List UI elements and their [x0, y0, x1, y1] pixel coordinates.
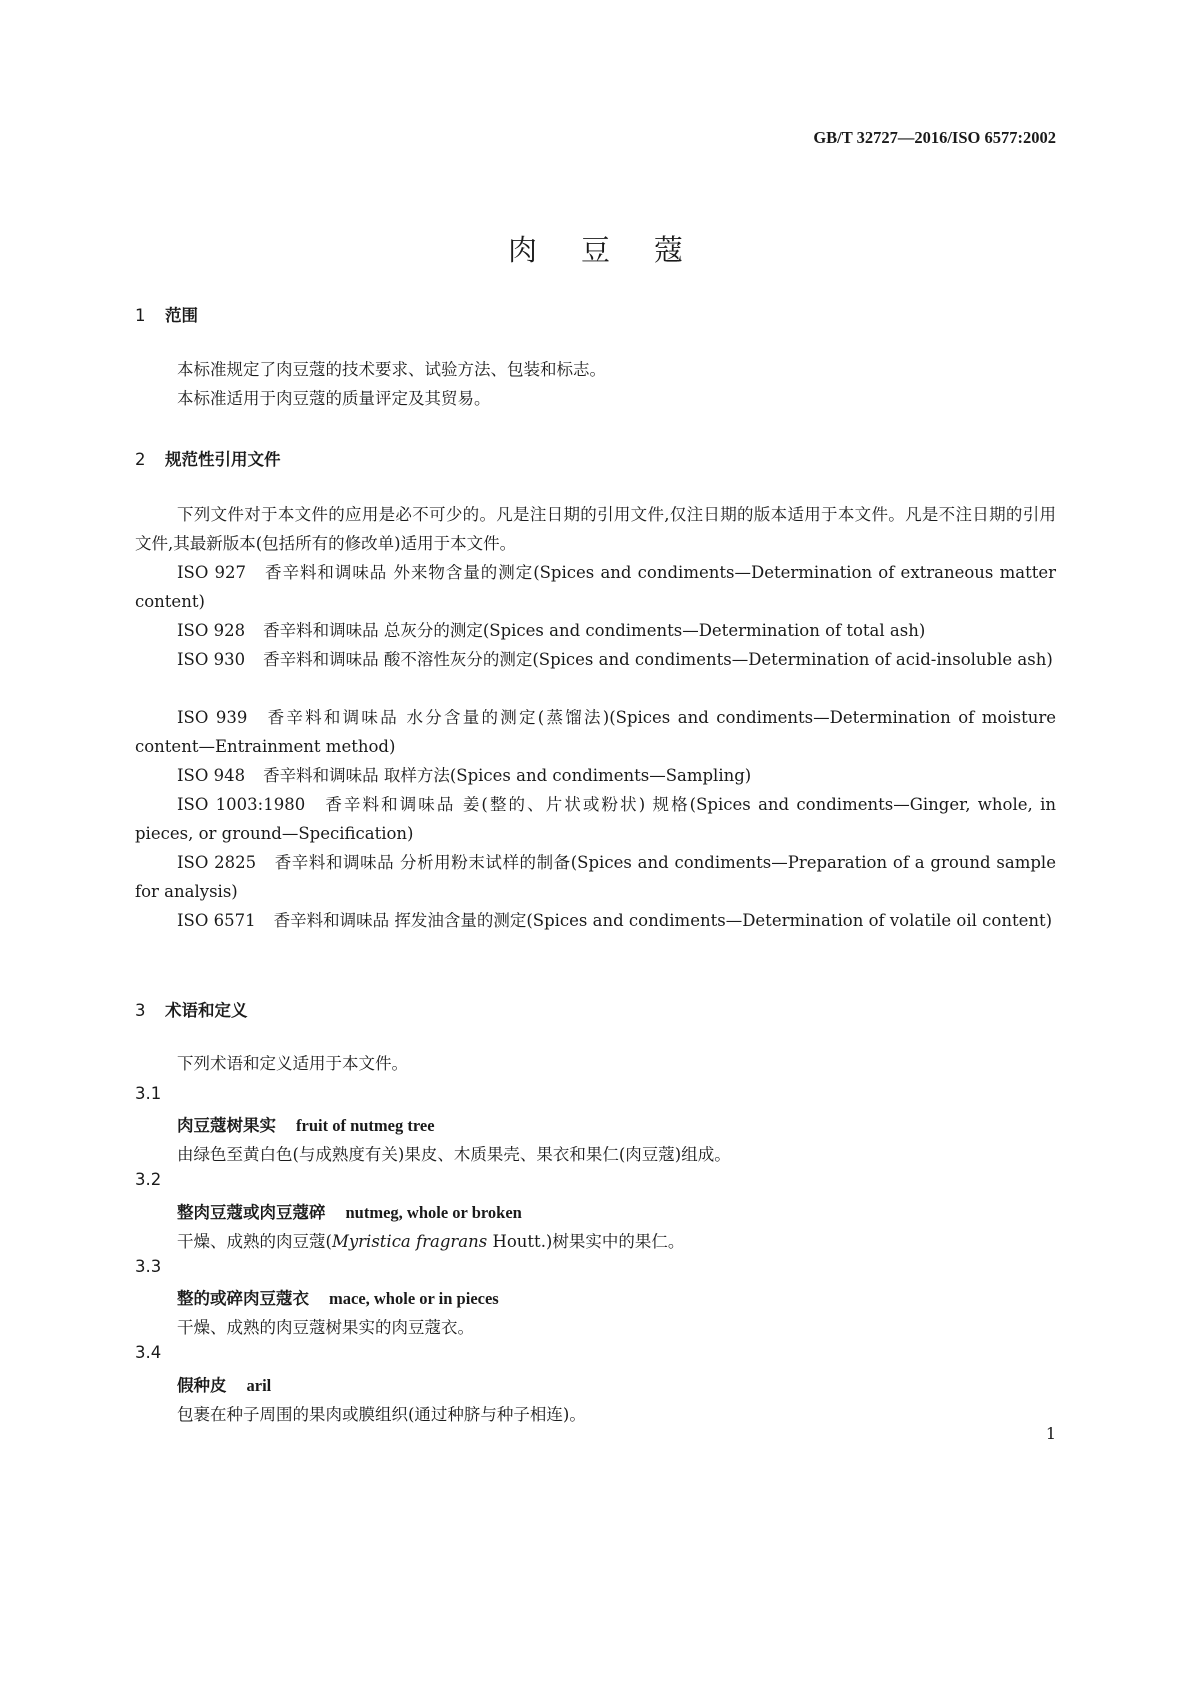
definition-text: 干燥、成熟的肉豆蔻( — [177, 1232, 332, 1251]
reference-title-zh: 香辛料和调味品 姜(整的、片状或粉状) 规格 — [323, 795, 690, 814]
reference-title-en: (Spices and condiments—Determination of total ash) — [482, 621, 926, 640]
reference-item — [135, 703, 1056, 761]
term-number: 3.2 — [135, 1170, 162, 1189]
reference-item — [135, 790, 1056, 848]
section-title: 规范性引用文件 — [165, 450, 281, 469]
term-definition: 由绿色至黄白色(与成熟度有关)果皮、木质果壳、果衣和果仁(肉豆蔻)组成。 — [177, 1145, 731, 1164]
reference-title-zh: 香辛料和调味品 分析用粉末试样的制备 — [274, 853, 571, 872]
page-title: 肉豆蔻 — [507, 233, 727, 267]
term-en: fruit of nutmeg tree — [296, 1116, 435, 1135]
section-number: 3 — [135, 1001, 146, 1020]
reference-item — [135, 848, 1056, 906]
term-definition — [177, 1228, 684, 1252]
reference-item — [135, 645, 1056, 674]
section-2-heading — [135, 446, 281, 470]
latin-name: Myristica fragrans — [331, 1232, 488, 1251]
term-en: nutmeg, whole or broken — [345, 1203, 522, 1222]
reference-title-zh: 香辛料和调味品 酸不溶性灰分的测定 — [263, 650, 533, 669]
reference-code: ISO 939 — [177, 708, 248, 727]
reference-title-zh: 香辛料和调味品 取样方法 — [263, 766, 450, 785]
reference-code: ISO 1003:1980 — [177, 795, 306, 814]
section-title: 术语和定义 — [165, 1001, 248, 1020]
reference-item — [135, 761, 1056, 790]
section-3-intro: 下列术语和定义适用于本文件。 — [177, 1054, 408, 1073]
reference-code: ISO 930 — [177, 650, 246, 669]
term-number: 3.4 — [135, 1343, 162, 1362]
reference-title-en: (Spices and condiments—Determination of volatile oil content) — [526, 911, 1053, 930]
definition-text: Houtt.)树果实中的果仁。 — [487, 1232, 685, 1251]
section-3-heading — [135, 997, 248, 1021]
standard-code: GB/T 32727—2016/ISO 6577:2002 — [813, 128, 1056, 147]
reference-title-en: (Spices and condiments—Determination of extraneous matter content) — [135, 563, 1056, 611]
term-heading — [177, 1285, 499, 1309]
section-number: 2 — [135, 450, 146, 469]
reference-item — [135, 616, 1056, 645]
term-heading — [177, 1372, 271, 1396]
term-zh: 整肉豆蔻或肉豆蔻碎 — [177, 1203, 326, 1222]
reference-code: ISO 2825 — [177, 853, 257, 872]
reference-title-zh: 香辛料和调味品 挥发油含量的测定 — [273, 911, 527, 930]
reference-title-en: (Spices and condiments—Preparation of a ground sample for analysis) — [135, 853, 1056, 901]
term-zh: 假种皮 — [177, 1376, 227, 1395]
section-2-intro: 下列文件对于本文件的应用是必不可少的。凡是注日期的引用文件,仅注日期的版本适用于本文件。凡是不注日期的引用文件,其最新版本(包括所有的修改单)适用于本文件。 — [135, 505, 1056, 553]
reference-code: ISO 927 — [177, 563, 247, 582]
reference-code: ISO 948 — [177, 766, 246, 785]
reference-code: ISO 928 — [177, 621, 246, 640]
reference-title-en: (Spices and condiments—Sampling) — [449, 766, 752, 785]
reference-title-en: (Spices and condiments—Determination of moisture content—Entrainment method) — [135, 708, 1057, 756]
term-en: mace, whole or in pieces — [329, 1289, 499, 1308]
term-definition: 包裹在种子周围的果肉或膜组织(通过种脐与种子相连)。 — [177, 1405, 586, 1424]
term-zh: 整的或碎肉豆蔻衣 — [177, 1289, 309, 1308]
section-1-paragraph: 本标准适用于肉豆蔻的质量评定及其贸易。 — [177, 389, 491, 408]
section-1-paragraph: 本标准规定了肉豆蔻的技术要求、试验方法、包装和标志。 — [177, 360, 606, 379]
section-1-heading — [135, 302, 198, 326]
term-definition: 干燥、成熟的肉豆蔻树果实的肉豆蔻衣。 — [177, 1318, 474, 1337]
reference-title-zh: 香辛料和调味品 水分含量的测定(蒸馏法) — [265, 708, 610, 727]
term-heading — [177, 1199, 522, 1223]
page-number: 1 — [1045, 1424, 1056, 1443]
reference-title-en: (Spices and condiments—Determination of acid-insoluble ash) — [532, 650, 1053, 669]
term-en: aril — [246, 1376, 272, 1395]
section-number: 1 — [135, 306, 146, 325]
reference-code: ISO 6571 — [177, 911, 256, 930]
reference-title-en: (Spices and condiments—Ginger, whole, in pieces, or ground—Specification) — [135, 795, 1056, 843]
term-number: 3.1 — [135, 1084, 162, 1103]
reference-title-zh: 香辛料和调味品 总灰分的测定 — [263, 621, 483, 640]
section-title: 范围 — [165, 306, 198, 325]
term-number: 3.3 — [135, 1257, 162, 1276]
term-zh: 肉豆蔻树果实 — [177, 1116, 276, 1135]
reference-item — [135, 906, 1056, 935]
term-heading — [177, 1112, 435, 1136]
reference-title-zh: 香辛料和调味品 外来物含量的测定 — [264, 563, 534, 582]
reference-item — [135, 558, 1056, 616]
